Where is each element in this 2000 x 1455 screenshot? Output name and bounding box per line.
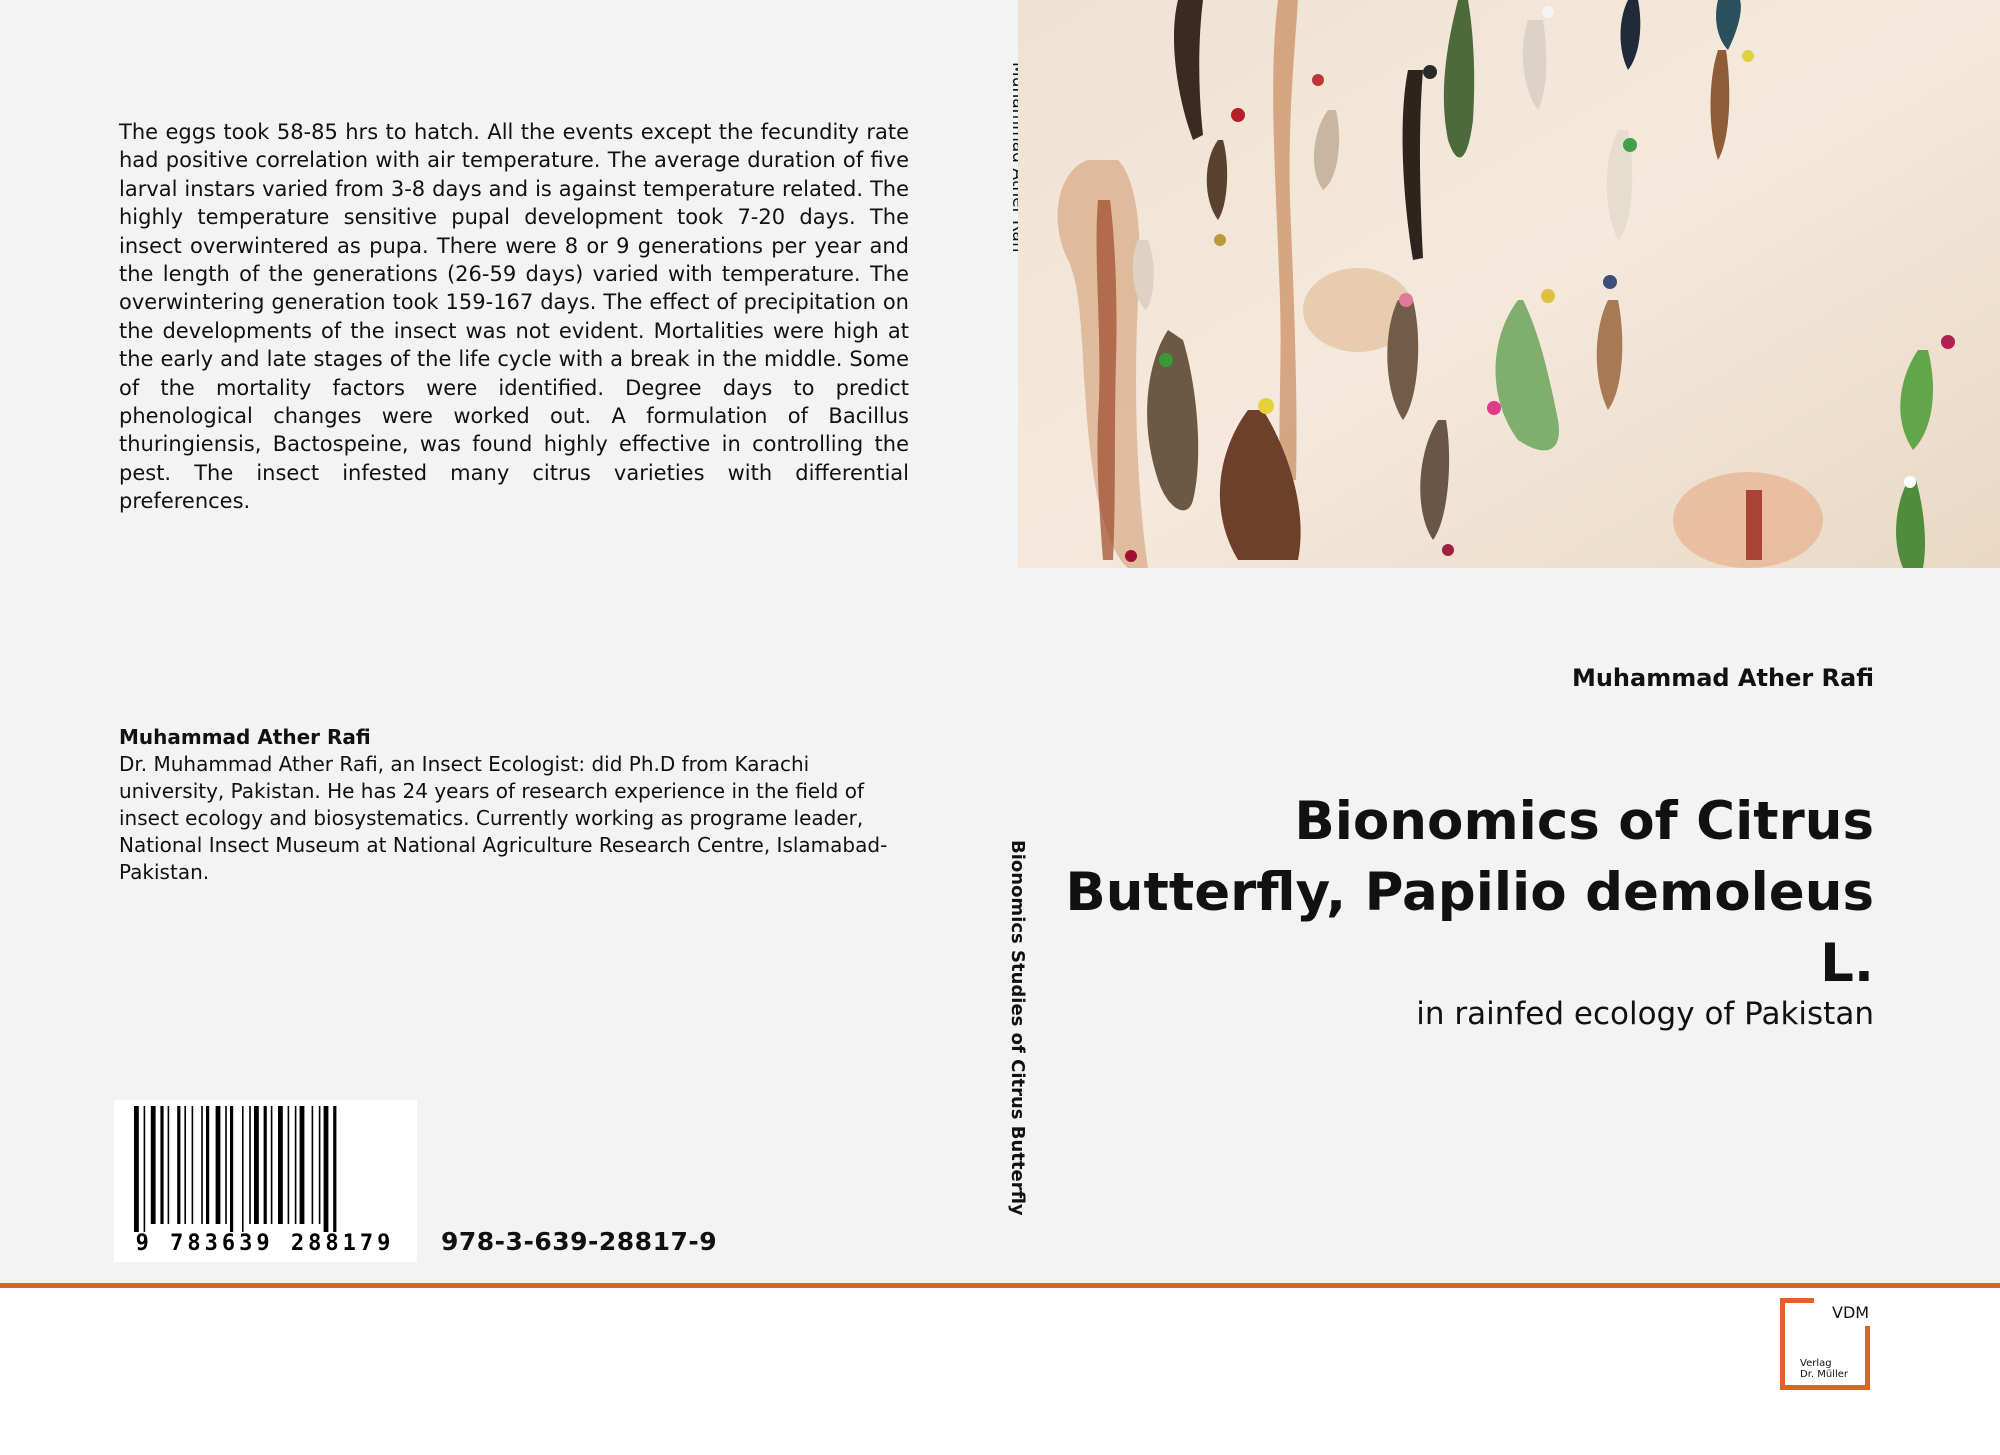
barcode-bar bbox=[177, 1106, 180, 1224]
barcode-bar bbox=[300, 1106, 305, 1224]
barcode-bar bbox=[134, 1106, 139, 1232]
barcode-bar bbox=[312, 1106, 314, 1224]
front-author: Muhammad Ather Rafi bbox=[1571, 664, 1874, 692]
front-subtitle: in rainfed ecology of Pakistan bbox=[1416, 996, 1874, 1032]
author-bio-name: Muhammad Ather Rafi bbox=[119, 725, 371, 749]
isbn-number: 978-3-639-28817-9 bbox=[441, 1227, 718, 1256]
logo-subtext-line2: Dr. Müller bbox=[1800, 1369, 1849, 1380]
barcode-bar bbox=[144, 1106, 146, 1232]
barcode-bar bbox=[333, 1106, 336, 1232]
barcode-bar bbox=[230, 1106, 233, 1232]
barcode-bar bbox=[151, 1106, 156, 1224]
orange-divider bbox=[0, 1283, 2000, 1288]
barcode-bar bbox=[160, 1106, 163, 1224]
author-bio bbox=[119, 724, 899, 886]
barcode-bar bbox=[324, 1106, 329, 1232]
front-title: Bionomics of Citrus Butterfly, Papilio demoleus L. bbox=[1065, 791, 1874, 994]
barcode-bar bbox=[192, 1106, 194, 1224]
cover-photo-pupae bbox=[1018, 0, 2000, 568]
spine-title: Bionomics Studies of Citrus Butterfly bbox=[1007, 840, 1028, 1216]
barcode-icon bbox=[114, 1100, 417, 1262]
barcode-bar bbox=[295, 1106, 297, 1224]
barcode-bar bbox=[216, 1106, 221, 1224]
back-cover-blurb: The eggs took 58-85 hrs to hatch. All the events except the fecundity rate had positive correlation with air temperature. The average duration of five larval instars varied from 3-8 days and is against temperature related. The highly temperature sensitive pupal development took 7-20 days. The insect overwintered as pupa. There were 8 or 9 generations per year and the length of the generations (26-59 days) varied with temperature. The overwintering generation took 159-167 days. The effect of precipitation on the developments of the insect was not evident. Mortalities were high at the early and late stages of the life cycle with a break in the middle. Some of the mortality factors were identified. Degree days to predict phenological changes were worked out. A formulation of Bacillus thuringiensis, Bactospeine, was found highly effective in controlling the pest. The insect infested many citrus varieties with differential preferences. bbox=[119, 120, 909, 514]
author-bio-text: Dr. Muhammad Ather Rafi, an Insect Ecologist: did Ph.D from Karachi university, Pakistan. He has 24 years of research experience in the field of insect ecology and biosystematics. Currently working as programe leader, National Insect Museum at National Agriculture Research Centre, Islamabad-Pakistan. bbox=[119, 752, 888, 884]
barcode-bar bbox=[278, 1106, 283, 1224]
publisher-logo bbox=[1780, 1298, 1876, 1396]
barcode-bar bbox=[254, 1106, 259, 1224]
barcode-bar bbox=[168, 1106, 170, 1224]
barcode-bar bbox=[242, 1106, 244, 1232]
logo-frame-top bbox=[1780, 1298, 1814, 1303]
barcode-bar bbox=[271, 1106, 273, 1224]
barcode-bar bbox=[225, 1106, 227, 1224]
barcode-bar bbox=[249, 1106, 251, 1224]
barcode-digits: 9 783639 288179 bbox=[135, 1231, 395, 1256]
barcode-bar bbox=[264, 1106, 267, 1224]
logo-text: VDM bbox=[1832, 1303, 1870, 1322]
barcode bbox=[114, 1100, 417, 1262]
logo-subtext-line1: Verlag bbox=[1800, 1358, 1832, 1369]
logo-frame-right bbox=[1865, 1326, 1870, 1390]
barcode-bar bbox=[319, 1106, 321, 1224]
barcode-bar bbox=[184, 1106, 186, 1224]
barcode-bar bbox=[206, 1106, 209, 1224]
barcode-bar bbox=[201, 1106, 203, 1224]
barcode-bar bbox=[288, 1106, 290, 1224]
logo-subtext bbox=[1800, 1358, 1848, 1380]
